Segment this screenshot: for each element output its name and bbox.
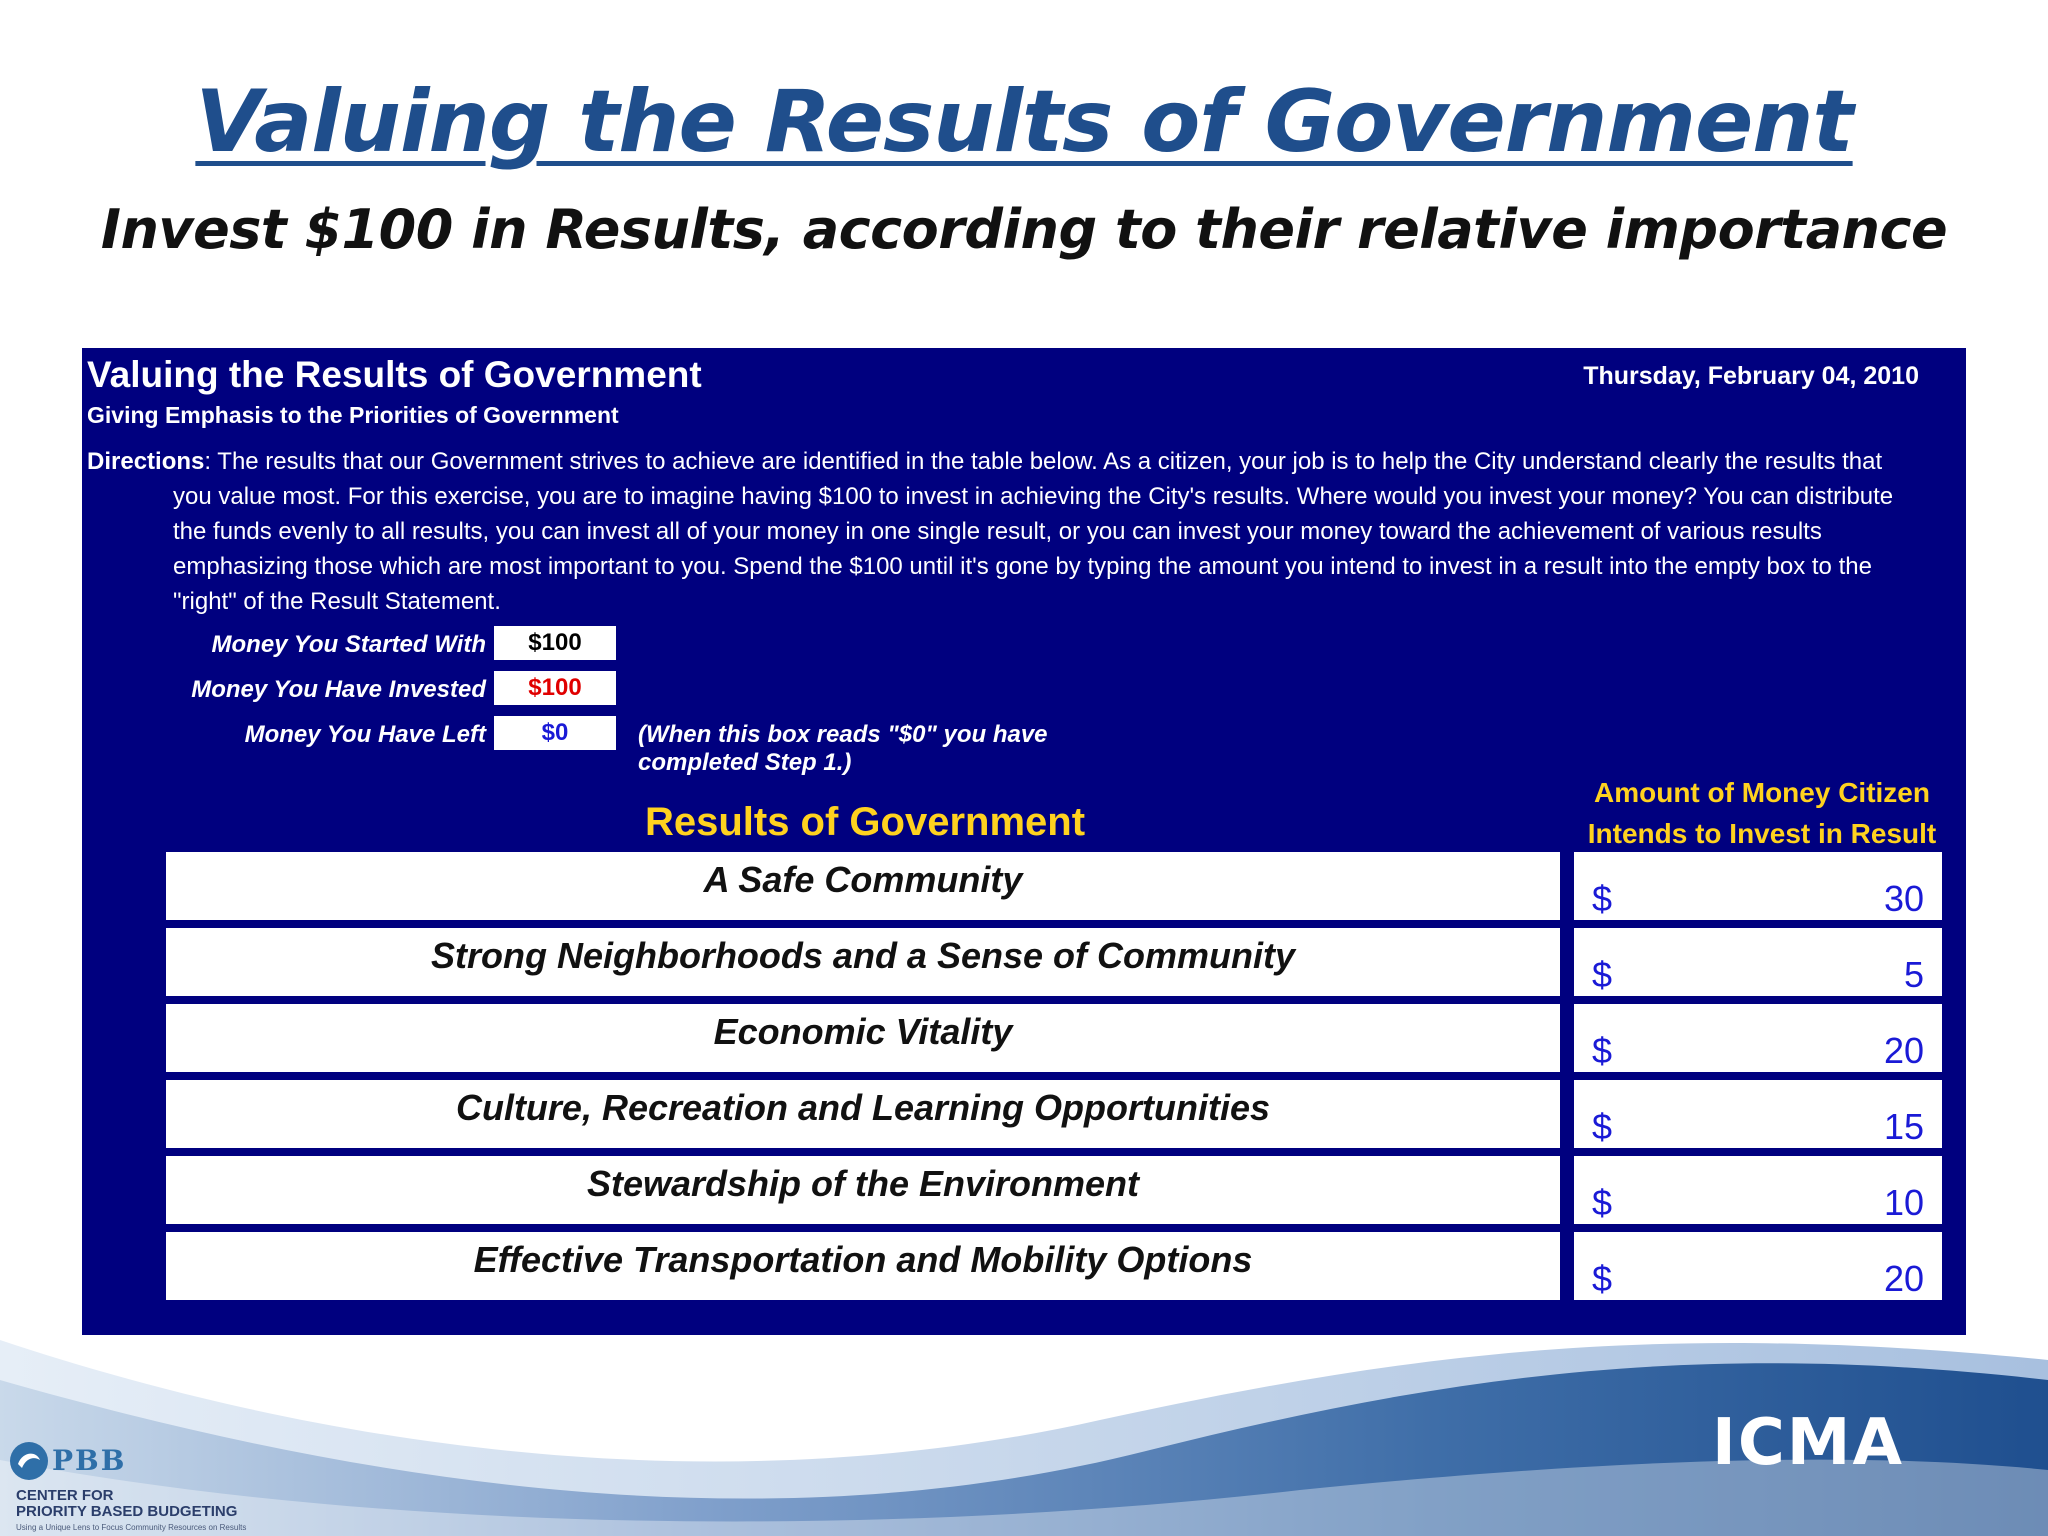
results-heading: Results of Government — [644, 800, 1086, 844]
directions-text — [87, 444, 1927, 619]
money-left-label: Money You Have Left — [244, 721, 486, 748]
amount-value: 15 — [1883, 1106, 1924, 1147]
amount-input[interactable] — [1574, 1004, 1942, 1072]
result-label: A Safe Community — [166, 852, 1560, 920]
panel-title: Valuing the Results of Government — [87, 354, 702, 395]
money-invested-row — [82, 671, 1082, 707]
money-started-value: $100 — [494, 626, 616, 660]
money-invested-label: Money You Have Invested — [191, 676, 486, 703]
amount-heading: Amount of Money Citizen Intends to Invest in Result — [1587, 777, 1937, 849]
slide-title: Valuing the Results of Government — [195, 72, 1853, 172]
currency-symbol: $ — [1592, 1258, 1613, 1299]
pbb-name-line2: PRIORITY BASED BUDGETING — [16, 1503, 238, 1520]
directions-body: : The results that our Government strives to achieve are identified in the table below. As a citizen, your job is to help the City understand clearly the results that you value most. For this exercise, you are to imagine having $100 to invest in achieving the City's results. Where would you invest your money? You can distribute the funds evenly to all results, you can invest all of your money in one single result, or you can invest your money toward the achievement of various results emphasizing those which are most important to you. Spend the $100 until it's gone by typing the amount you intend to invest in a result into the empty box to the "right" of the Result Statement. — [173, 448, 1894, 615]
money-started-row — [82, 626, 1082, 662]
amount-input[interactable] — [1574, 1232, 1942, 1300]
currency-symbol: $ — [1592, 954, 1613, 995]
amount-input[interactable] — [1574, 928, 1942, 996]
currency-symbol: $ — [1592, 1030, 1613, 1071]
directions-lead: Directions — [87, 448, 205, 475]
panel-subtitle: Giving Emphasis to the Priorities of Government — [87, 402, 619, 428]
amount-value: 10 — [1883, 1182, 1924, 1223]
currency-symbol: $ — [1592, 878, 1613, 919]
amount-value: 5 — [1903, 954, 1924, 995]
pbb-name-line1: CENTER FOR — [16, 1487, 114, 1504]
icma-logo: ICMA — [1712, 1406, 1904, 1480]
pbb-swirl-icon — [8, 1440, 50, 1482]
currency-symbol: $ — [1592, 1106, 1613, 1147]
currency-symbol: $ — [1592, 1182, 1613, 1223]
money-invested-value: $100 — [494, 671, 616, 705]
amount-value: 20 — [1883, 1258, 1924, 1299]
amount-input[interactable] — [1574, 1080, 1942, 1148]
money-left-row — [82, 716, 1082, 776]
pbb-logo — [8, 1440, 288, 1536]
money-started-label: Money You Started With — [211, 631, 486, 658]
result-label: Effective Transportation and Mobility Options — [166, 1232, 1560, 1300]
pbb-tagline: Using a Unique Lens to Focus Community Resources on Results — [16, 1523, 247, 1532]
slide-subtitle: Invest $100 in Results, according to their relative importance — [100, 198, 1948, 261]
result-label: Culture, Recreation and Learning Opportunities — [166, 1080, 1560, 1148]
worksheet-panel — [82, 348, 1966, 1335]
result-label: Economic Vitality — [166, 1004, 1560, 1072]
amount-value: 30 — [1883, 878, 1924, 919]
result-label: Stewardship of the Environment — [166, 1156, 1560, 1224]
result-label: Strong Neighborhoods and a Sense of Community — [166, 928, 1560, 996]
pbb-name — [16, 1488, 237, 1520]
money-left-value: $0 — [494, 716, 616, 750]
panel-date: Thursday, February 04, 2010 — [1583, 362, 1919, 390]
money-left-note: (When this box reads "$0" you have completed Step 1.) — [638, 721, 1048, 776]
amount-value: 20 — [1883, 1030, 1924, 1071]
amount-input[interactable] — [1574, 1156, 1942, 1224]
amount-input[interactable] — [1574, 852, 1942, 920]
pbb-letters: PBB — [52, 1444, 127, 1477]
